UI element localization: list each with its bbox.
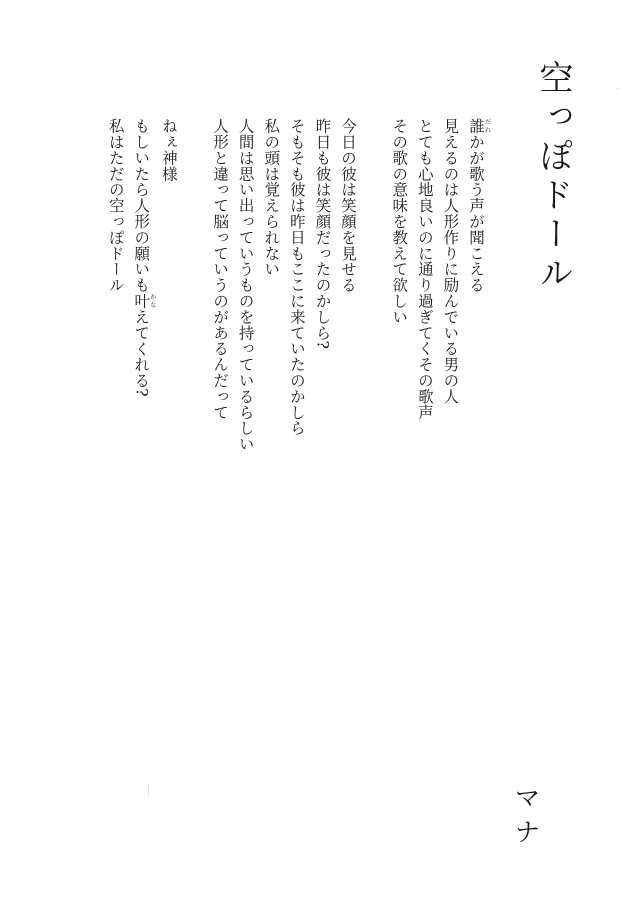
line-text: かが歌う声が聞こえる <box>467 133 485 293</box>
ruby-reading: かな <box>148 292 156 309</box>
stanza-3 <box>102 118 181 452</box>
ruby-reading: だれ <box>483 118 491 134</box>
line-text: もしいたら人形の願いも <box>132 118 151 293</box>
poem-line: 見えるのは人形作りに励んでいる男の人 <box>441 118 460 405</box>
ruby-base: 誰 <box>467 118 485 134</box>
poem-line: 私の頭は覚えられない <box>262 118 281 277</box>
author-name: マナ <box>510 784 540 852</box>
poem-line: その歌の意味を教えて欲しい <box>390 118 409 325</box>
stanza-2 <box>206 118 360 452</box>
ruby-word <box>132 292 156 309</box>
line-text: えてくれる? <box>132 308 151 398</box>
poem-line <box>128 118 156 452</box>
poem-line: ねぇ神様 <box>159 118 178 182</box>
poem-line: 人形と違って脳っていうのがあるんだって <box>211 118 230 421</box>
page-speck <box>148 784 149 796</box>
page-speck <box>617 88 618 89</box>
poem-line: 人間は思い出っていうものを持っているらしい <box>236 118 255 452</box>
poem-title: 空っぽドール <box>533 60 573 294</box>
stanza-break <box>181 118 207 452</box>
poem-line: 今日の彼は笑顔を見せる <box>339 118 358 293</box>
ruby-word <box>467 118 491 134</box>
poem-line: そもそも彼は昨日もここに来ていたのかしら <box>287 118 306 436</box>
stanza-break <box>360 118 386 452</box>
poem-line: 私はただの空っぽドール <box>106 118 125 293</box>
ruby-base: 叶 <box>132 292 151 309</box>
poem-body <box>102 118 490 452</box>
poem-line <box>462 118 490 452</box>
poem-line: とても心地良いのに通り過ぎてくその歌声 <box>415 118 434 421</box>
poem-line: 昨日も彼は笑顔だったのかしら? <box>313 118 332 350</box>
stanza-1 <box>386 118 490 452</box>
